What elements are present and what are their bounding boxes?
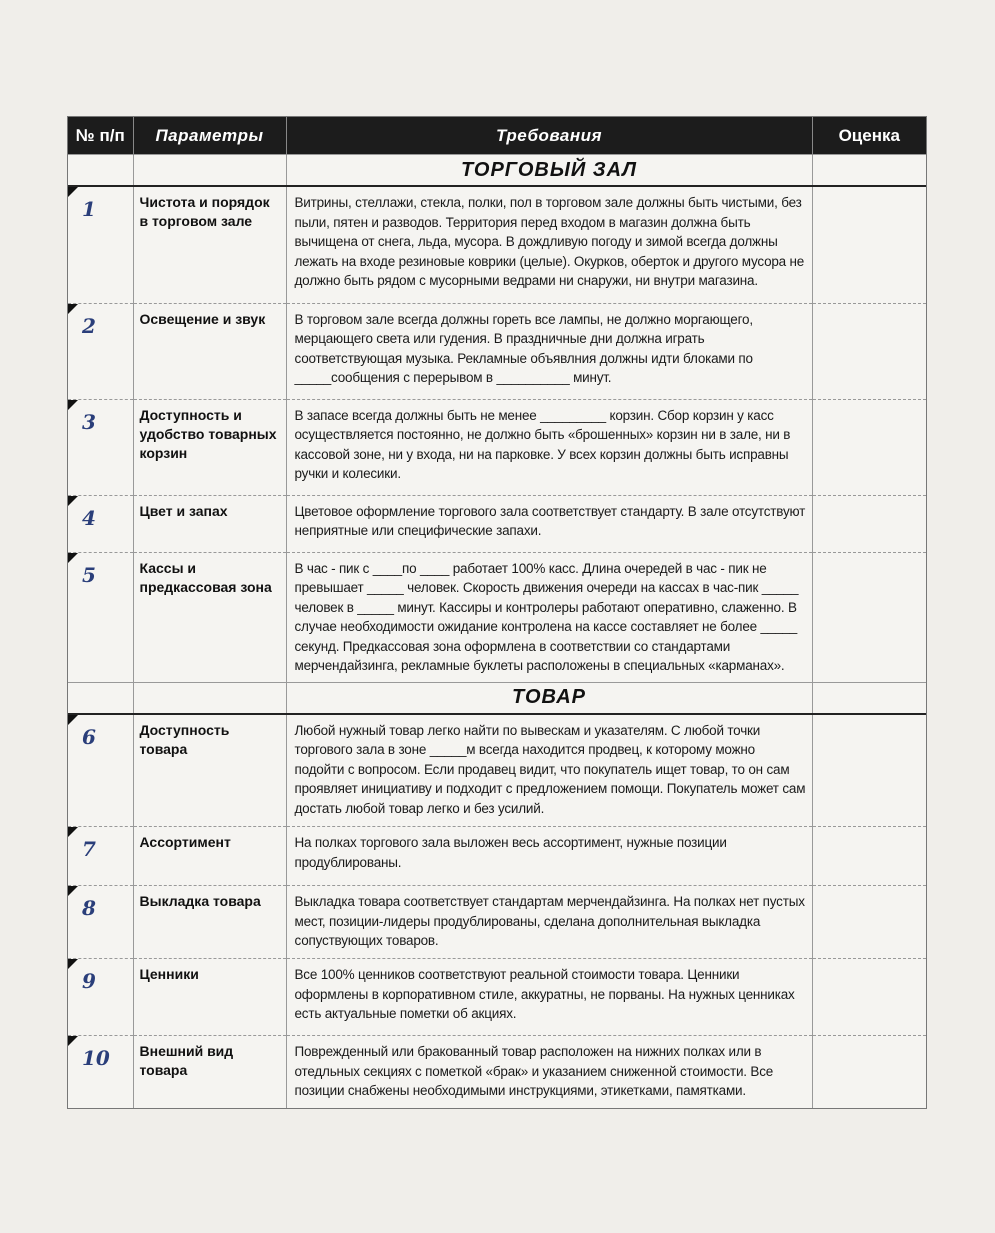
requirement-text: Любой нужный товар легко найти по вывескам и указателям. С любой точки торгового зала в зоне _____м всегда находится продвец, к которому можно подойти с вопросом. Если продавец видит, что покупатель ищет товар, то он сам проявляет инициативу и подходит с предложением помощи. Покупатель может сам достать любой товар легко и без усилий. xyxy=(286,714,812,827)
corner-marker-icon xyxy=(68,827,78,837)
table-row xyxy=(68,1036,926,1108)
parameter-name: Доступность и удобство товарных корзин xyxy=(133,399,286,495)
requirement-text: На полках торгового зала выложен весь ассортимент, нужные позиции продублированы. xyxy=(286,827,812,886)
table-row xyxy=(68,399,926,495)
checklist-table xyxy=(67,116,927,1109)
table-row xyxy=(68,495,926,552)
score-cell[interactable] xyxy=(812,1036,926,1108)
row-number-cell xyxy=(68,399,133,495)
corner-marker-icon xyxy=(68,959,78,969)
row-number: 5 xyxy=(82,562,96,587)
parameter-name: Цвет и запах xyxy=(133,495,286,552)
section-title: ТОРГОВЫЙ ЗАЛ xyxy=(286,155,812,187)
row-number-cell xyxy=(68,495,133,552)
parameter-name: Чистота и порядок в торговом зале xyxy=(133,186,286,303)
score-cell[interactable] xyxy=(812,186,926,303)
parameter-name: Ассортимент xyxy=(133,827,286,886)
row-number: 9 xyxy=(82,969,96,993)
parameter-name: Освещение и звук xyxy=(133,303,286,399)
corner-marker-icon xyxy=(68,553,78,563)
header-score: Оценка xyxy=(812,117,926,155)
section-title: ТОВАР xyxy=(286,682,812,714)
score-cell[interactable] xyxy=(812,959,926,1036)
table-row xyxy=(68,552,926,682)
table-row xyxy=(68,303,926,399)
corner-marker-icon xyxy=(68,304,78,314)
row-number-cell xyxy=(68,714,133,827)
requirement-text: Витрины, стеллажи, стекла, полки, пол в торговом зале должны быть чистыми, без пыли, пятен и разводов. Территория перед входом в магазин должна быть вычищена от снега, льда, мусора. В дождливую погоду и зимой всегда должны лежать на входе резиновые коврики (целые). Окурков, оберток и другого мусора не должно быть рядом с мусорными ведрами ни снаружи, ни внутри магазина. xyxy=(286,186,812,303)
corner-marker-icon xyxy=(68,400,78,410)
table-row xyxy=(68,886,926,959)
header-requirements: Требования xyxy=(286,117,812,155)
corner-marker-icon xyxy=(68,187,78,197)
table-row xyxy=(68,959,926,1036)
corner-marker-icon xyxy=(68,1036,78,1046)
score-cell[interactable] xyxy=(812,827,926,886)
row-number-cell xyxy=(68,827,133,886)
table-header xyxy=(68,117,926,155)
section-header xyxy=(68,155,926,187)
corner-marker-icon xyxy=(68,715,78,725)
row-number: 3 xyxy=(82,409,96,434)
requirement-text: В торговом зале всегда должны гореть все лампы, не должно моргающего, мерцающего света или гудения. В праздничные дни должна играть соответствующая музыка. Рекламные объявлния должны идти блоками по _____сообщения с перерывом в __________ минут. xyxy=(286,303,812,399)
requirement-text: В запасе всегда должны быть не менее _________ корзин. Сбор корзин у касс осуществляется постоянно, не должно быть «брошенных» корзин ни в зале, ни в кассовой зоне, ни у входа, ни на парковке. У всех корзин должны быть исправны ручки и колесики. xyxy=(286,399,812,495)
score-cell[interactable] xyxy=(812,303,926,399)
row-number-cell xyxy=(68,303,133,399)
requirement-text: Все 100% ценников соответствуют реальной стоимости товара. Ценники оформлены в корпоративном стиле, аккуратны, не порваны. На нужных ценниках есть актуальные пометки об акциях. xyxy=(286,959,812,1036)
score-cell[interactable] xyxy=(812,886,926,959)
header-num: № п/п xyxy=(68,117,133,155)
row-number-cell xyxy=(68,959,133,1036)
table-row xyxy=(68,186,926,303)
corner-marker-icon xyxy=(68,496,78,506)
section-header xyxy=(68,682,926,714)
parameter-name: Кассы и предкассовая зона xyxy=(133,552,286,682)
parameter-name: Ценники xyxy=(133,959,286,1036)
row-number: 6 xyxy=(82,724,96,749)
row-number-cell xyxy=(68,1036,133,1108)
row-number: 8 xyxy=(82,896,96,920)
row-number: 7 xyxy=(82,837,96,861)
table-row xyxy=(68,827,926,886)
row-number-cell xyxy=(68,552,133,682)
row-number-cell xyxy=(68,186,133,303)
header-params: Параметры xyxy=(133,117,286,155)
requirement-text: Поврежденный или бракованный товар расположен на нижних полках или в отедльных секциях с пометкой «брак» и указанием сниженной стоимости. Все позиции снабжены необходимыми инструкциями, этикетками, памятками. xyxy=(286,1036,812,1108)
requirement-text: В час - пик с ____по ____ работает 100% касс. Длина очередей в час - пик не превышает _____ человек. Скорость движения очереди на кассах в час-пик _____ человек в _____ минут. Кассиры и контролеры работают оперативно, слаженно. В случае необходимости ожидание контролена на кассе составляет не более _____ секунд. Предкассовая зона оформлена в соответствии со стандартами мерчендайзинга, рекламные буклеты расположены в специальных «карманах». xyxy=(286,552,812,682)
row-number: 2 xyxy=(82,313,96,338)
table-row xyxy=(68,714,926,827)
requirement-text: Цветовое оформление торгового зала соответствует стандарту. В зале отсутствуют неприятные или специфические запахи. xyxy=(286,495,812,552)
row-number: 4 xyxy=(82,505,96,530)
requirement-text: Выкладка товара соответствует стандартам мерчендайзинга. На полках нет пустых мест, позиции-лидеры продублированы, сделана дополнительная выкладка сопуствующих товаров. xyxy=(286,886,812,959)
score-cell[interactable] xyxy=(812,552,926,682)
score-cell[interactable] xyxy=(812,495,926,552)
parameter-name: Внешний вид товара xyxy=(133,1036,286,1108)
row-number: 1 xyxy=(82,197,96,221)
score-cell[interactable] xyxy=(812,399,926,495)
row-number-cell xyxy=(68,886,133,959)
parameter-name: Доступность товара xyxy=(133,714,286,827)
score-cell[interactable] xyxy=(812,714,926,827)
parameter-name: Выкладка товара xyxy=(133,886,286,959)
row-number: 10 xyxy=(82,1046,110,1070)
corner-marker-icon xyxy=(68,886,78,896)
